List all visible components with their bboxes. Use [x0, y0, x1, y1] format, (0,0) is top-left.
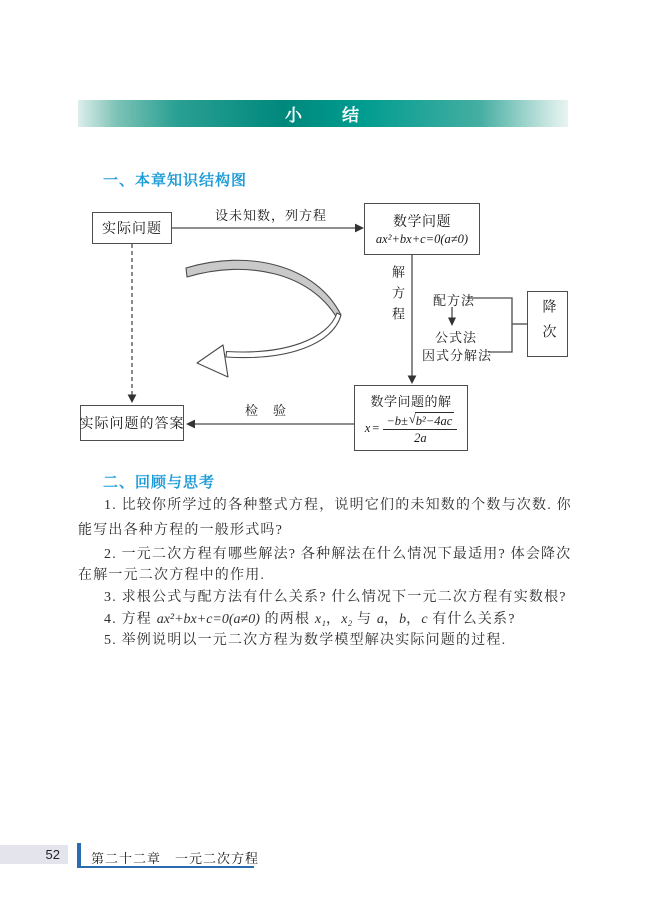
review-item-4-comma: ，: [383, 612, 400, 627]
radical-icon: [409, 412, 454, 428]
review-item-4-equation: ax²+bx+c=0(a≠0): [156, 612, 260, 627]
review-item-1-line-2: 能写出各种方程的一般形式吗?: [78, 523, 284, 538]
formula-equals: =: [372, 421, 380, 435]
review-item-4-coef-a: a: [376, 612, 384, 627]
box-practical-problem: [92, 212, 172, 244]
formula-denominator: 2a: [414, 431, 427, 445]
review-item-4-root1: x₁: [314, 612, 326, 627]
review-item-4-text: 的两根: [259, 612, 315, 627]
label-formula-method: 公式法: [435, 330, 478, 345]
loop-arrow-icon: [186, 260, 341, 377]
section2-heading: 二、回顾与思考: [103, 474, 216, 491]
review-item-4-comma: ，: [406, 612, 422, 627]
chapter-title: 第二十二章 一元二次方程: [91, 851, 260, 866]
box-math-solution: [354, 385, 468, 451]
formula-fraction: [383, 412, 457, 446]
box-practical-problem-label: 实际问题: [102, 222, 162, 237]
review-item-4-text: 与: [352, 612, 377, 627]
formula-radicand: b²−4ac: [415, 413, 453, 428]
box-practical-answer-label: 实际问题的答案: [79, 417, 185, 432]
label-check: 检 验: [245, 403, 288, 418]
review-item-2-line-1: 2. 一元二次方程有哪些解法? 各种解法在什么情况下最适用? 体会降次: [104, 547, 572, 562]
page-number: 52: [45, 847, 60, 862]
box-practical-answer: [80, 405, 184, 441]
label-factoring-method: 因式分解法: [422, 348, 493, 363]
box-math-problem: [364, 203, 480, 255]
label-completing-square: 配方法: [433, 293, 476, 308]
formula-numerator-prefix: −b±: [386, 413, 408, 428]
review-item-1-line-1: 1. 比较你所学过的各种整式方程，说明它们的未知数的个数与次数. 你: [104, 498, 572, 513]
box-reduce-degree-label: 降次: [540, 299, 556, 349]
box-math-problem-title: 数学问题: [393, 215, 451, 230]
label-setup-equation: 设未知数，列方程: [214, 208, 327, 223]
formula-lhs: x: [364, 421, 371, 435]
section1-heading: 一、本章知识结构图: [103, 172, 248, 189]
review-item-2-line-2: 在解一元二次方程中的作用.: [78, 568, 266, 583]
review-item-4-root2: x₂: [341, 612, 353, 627]
box-reduce-degree: [527, 291, 568, 357]
review-item-4-text: 4. 方程: [104, 612, 157, 627]
radical-sign: √: [408, 411, 416, 426]
review-item-4-coef-c: c: [421, 612, 428, 627]
review-item-4-comma: ，: [326, 612, 342, 627]
box-math-solution-title: 数学问题的解: [370, 393, 452, 409]
review-item-5: 5. 举例说明以一元二次方程为数学模型解决实际问题的过程.: [104, 633, 507, 648]
label-solve-equation: 解方程: [390, 265, 405, 328]
box-math-problem-equation: ax²+bx+c=0(a≠0): [375, 232, 469, 246]
review-item-4-text: 有什么关系?: [427, 612, 516, 627]
review-item-3: 3. 求根公式与配方法有什么关系? 什么情况下一元二次方程有实数根?: [104, 590, 567, 605]
banner-title: 小 结: [285, 106, 361, 125]
review-item-4-coef-b: b: [399, 612, 407, 627]
quadratic-formula: [365, 412, 458, 446]
